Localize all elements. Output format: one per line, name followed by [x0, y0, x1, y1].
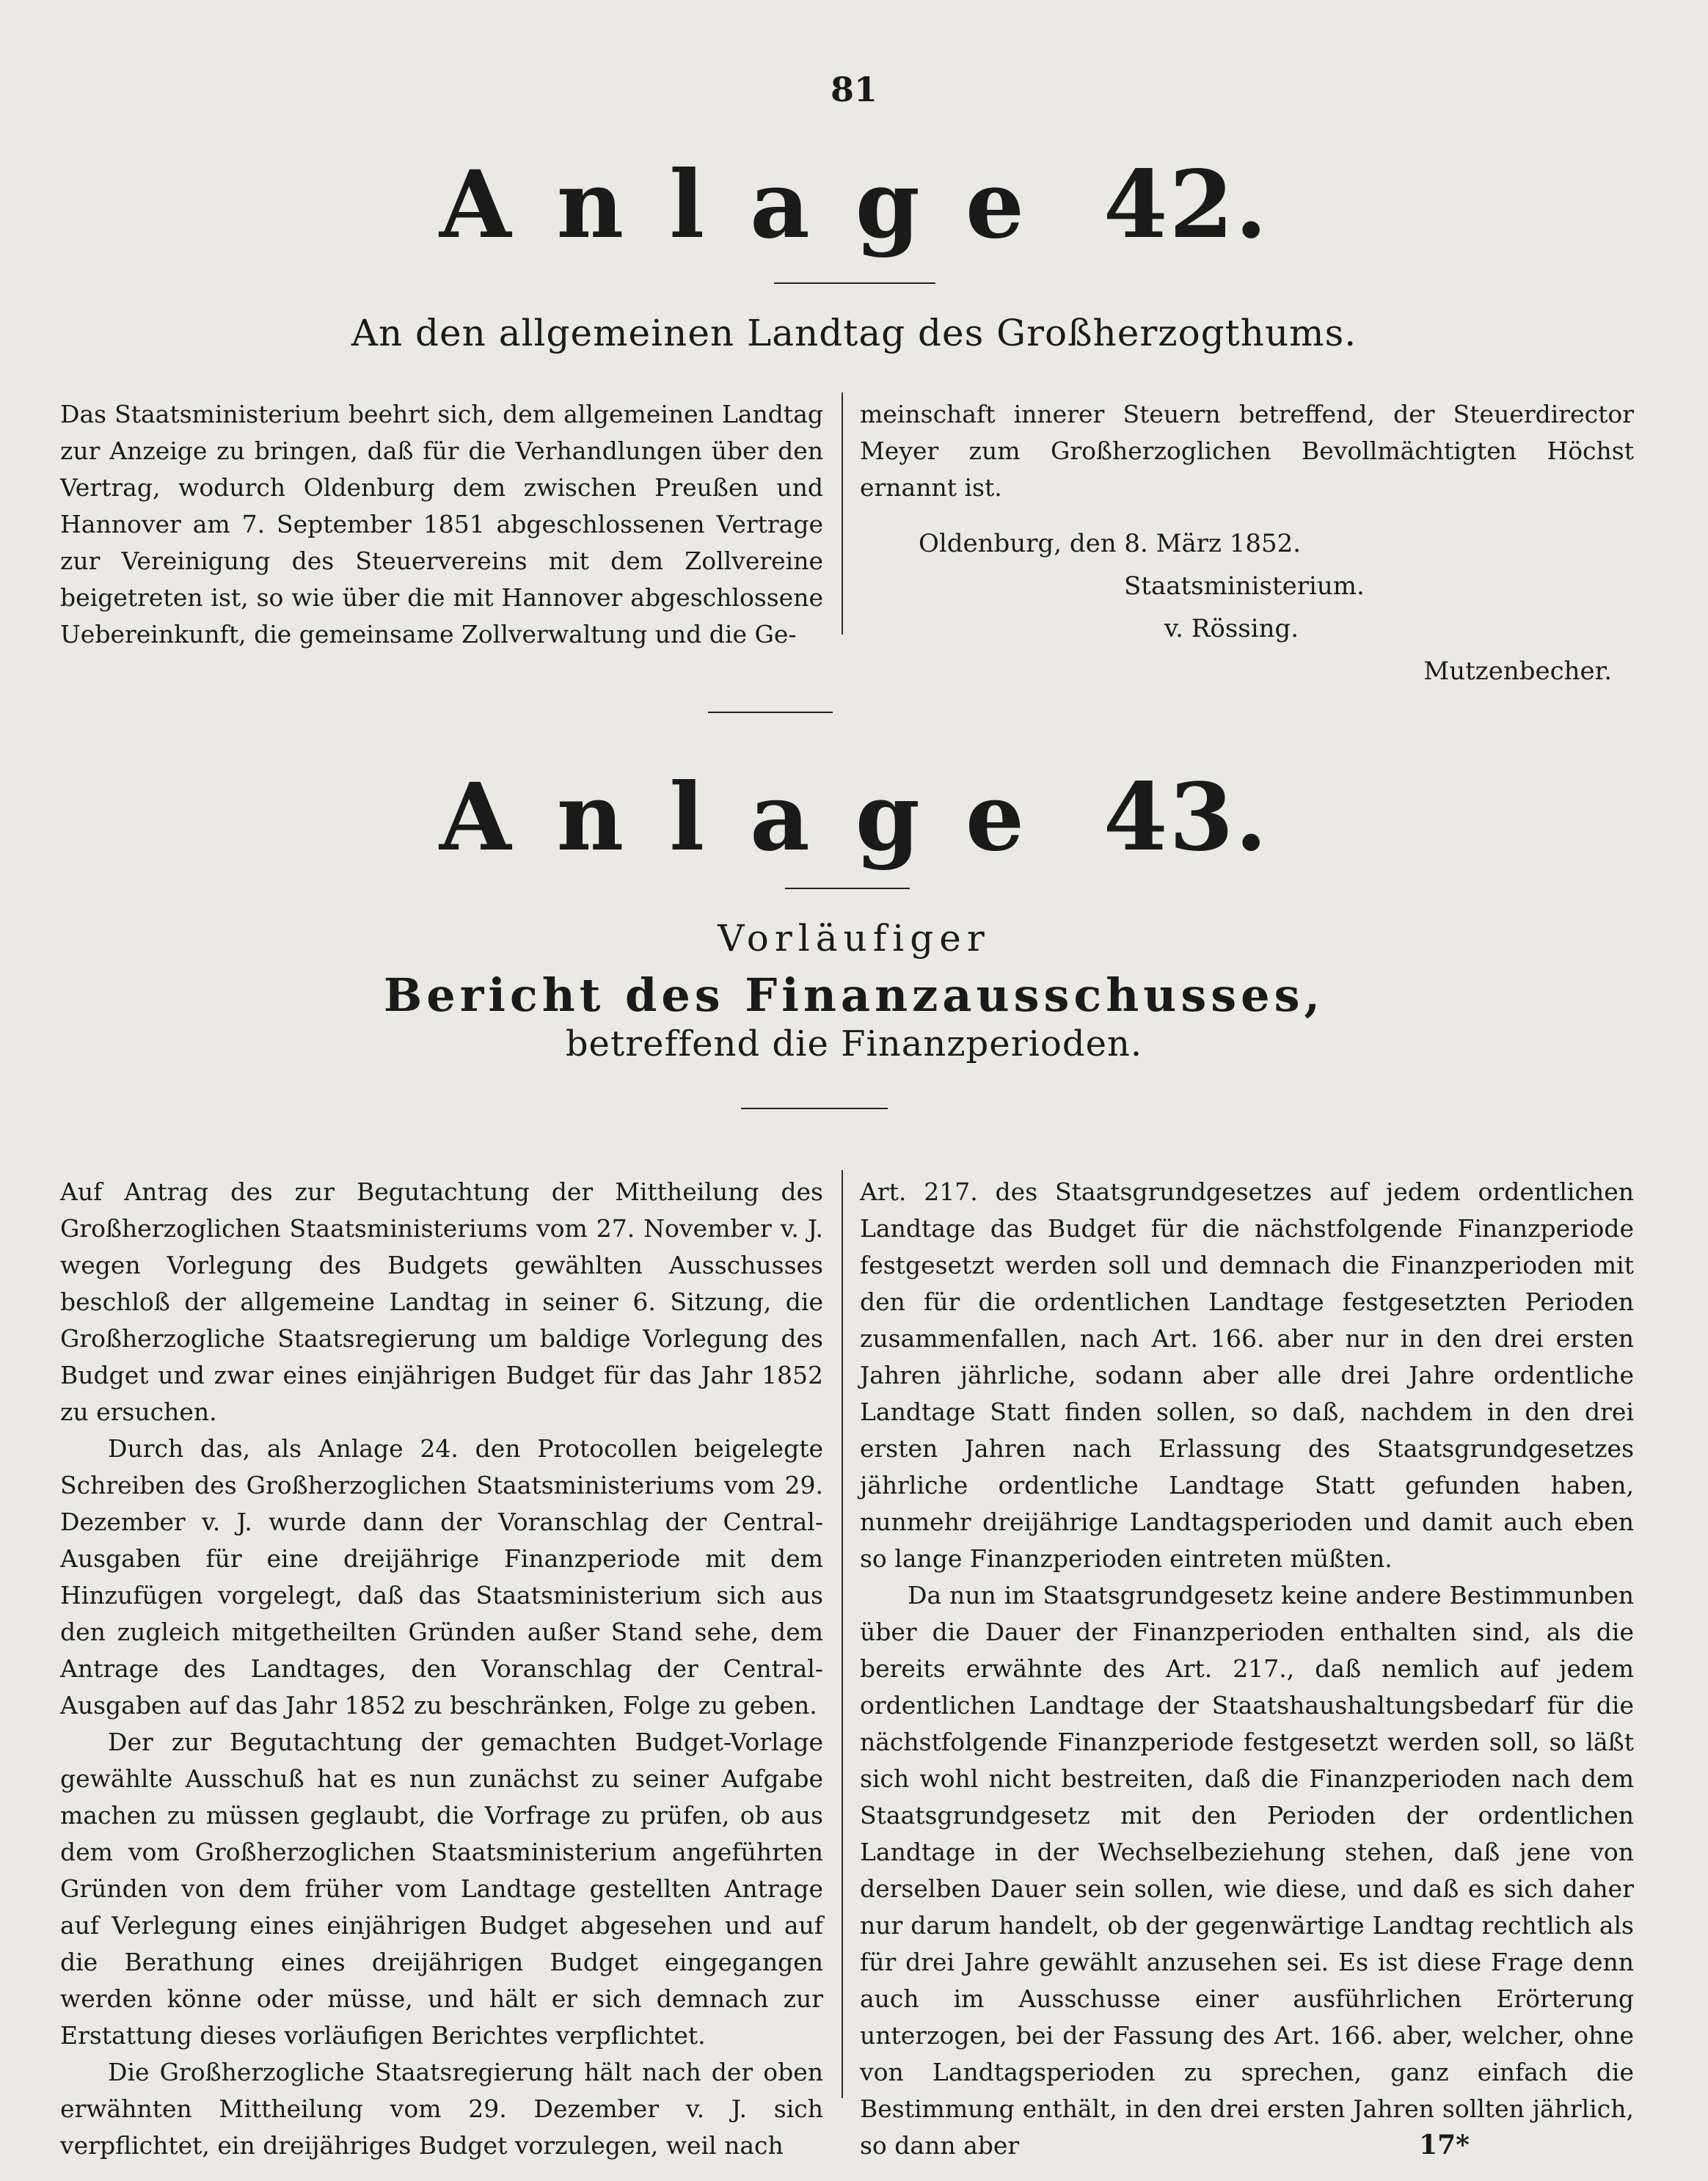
- anlage-43-left-paragraph: Durch das, als Anlage 24. den Protocollen beigelegte Schreiben des Großherzoglichen Staatsministeriums vom 29. Dezember v. J. wurde dann der Voranschlag der Central-Ausgaben für eine dreijährige Finanzperiode mit dem Hinzufügen vorgelegt, daß das Staatsministerium sich aus den zugleich mitgetheilten Gründen außer Stand sehe, dem Antrage des Landtages, den Voranschlag der Central-Ausgaben auf das Jahr 1852 zu beschränken, Folge zu geben.: [60, 1434, 823, 1720]
- anlage-42-left-column: [60, 396, 823, 653]
- anlage-43-subtitle-rule: [741, 1108, 888, 1109]
- anlage-42-authority: Staatsministerium.: [1124, 571, 1365, 601]
- anlage-42-place-date: Oldenburg, den 8. März 1852.: [919, 529, 1302, 558]
- anlage-42-rule: [774, 282, 935, 284]
- anlage-43-subtitle-2: Bericht des Finanzausschusses,: [383, 968, 1325, 1022]
- anlage-43-number: 43.: [1103, 763, 1269, 872]
- anlage-43-rule: [785, 888, 910, 889]
- anlage-43-left-paragraph: Die Großherzogliche Staatsregierung hält nach der oben erwähnten Mittheilung vom 29. Dezember v. J. sich verpflichtet, ein dreijähriges Budget vorzulegen, weil nach: [60, 2058, 823, 2160]
- page-number: 81: [830, 70, 877, 109]
- anlage-43-left-column: [60, 1174, 823, 2164]
- anlage-43-column-divider: [842, 1170, 843, 2098]
- anlage-43-heading: [0, 763, 1708, 872]
- anlage-42-countersign: Mutzenbecher.: [1423, 657, 1612, 686]
- anlage-42-column-divider: [842, 392, 843, 635]
- anlage-43-title: Anlage: [439, 763, 1070, 872]
- anlage-42-addressee: An den allgemeinen Landtag des Großherzogthums.: [351, 312, 1357, 354]
- anlage-42-heading: [0, 150, 1708, 259]
- anlage-43-right-column: [860, 1174, 1634, 2164]
- anlage-43-subtitle-3: betreffend die Finanzperioden.: [565, 1023, 1143, 1064]
- anlage-42-signatory: v. Rössing.: [1164, 614, 1299, 643]
- footer-signature-mark: 17*: [1419, 2130, 1470, 2160]
- anlage-43-right-paragraph: Art. 217. des Staatsgrundgesetzes auf jedem ordentlichen Landtage das Budget für die nächstfolgende Finanzperiode festgesetzt werden soll und demnach die Finanzperioden mit den für die ordentlichen Landtage festgesetzten Perioden zusammenfallen, nach Art. 166. aber nur in den drei ersten Jahren jährliche, sodann aber alle drei Jahre ordentliche Landtage Statt finden sollen, so daß, nachdem in den drei ersten Jahren nach Erlassung des Staatsgrundgesetzes jährliche ordentliche Landtage Statt gefunden haben, nunmehr dreijährige Landtagsperioden und damit auch eben so lange Finanzperioden eintreten müßten.: [860, 1177, 1634, 1573]
- anlage-42-number: 42.: [1103, 150, 1269, 259]
- anlage-42-title: Anlage: [439, 150, 1070, 259]
- anlage-43-left-paragraph: Der zur Begutachtung der gemachten Budget-Vorlage gewählte Ausschuß hat es nun zunächst zu seiner Aufgabe machen zu müssen geglaubt, die Vorfrage zu prüfen, ob aus dem vom Großherzoglichen Staatsministerium angeführten Gründen von dem früher vom Landtage gestellten Antrage auf Verlegung eines einjährigen Budget abgesehen und auf die Berathung eines dreijährigen Budget eingegangen werden könne oder müsse, und hält er sich demnach zur Erstattung dieses vorläufigen Berichtes verpflichtet.: [60, 1728, 823, 2050]
- anlage-43-subtitle-1: Vorläufiger: [718, 917, 990, 960]
- anlage-42-text-left: Das Staatsministerium beehrt sich, dem allgemeinen Landtag zur Anzeige zu bringen, daß für die Verhandlungen über den Vertrag, wodurch Oldenburg dem zwischen Preußen und Hannover am 7. September 1851 abgeschlossenen Vertrage zur Vereinigung des Steuervereins mit dem Zollvereine beigetreten ist, so wie über die mit Hannover abgeschlossene Uebereinkunft, die gemeinsame Zollverwaltung und die Ge-: [60, 400, 823, 649]
- section-separator-rule: [708, 712, 833, 713]
- anlage-43-left-paragraph: Auf Antrag des zur Begutachtung der Mittheilung des Großherzoglichen Staatsministeriums vom 27. November v. J. wegen Vorlegung des Budgets gewählten Ausschusses beschloß der allgemeine Landtag in seiner 6. Sitzung, die Großherzogliche Staatsregierung um baldige Vorlegung des Budget und zwar eines einjährigen Budget für das Jahr 1852 zu ersuchen.: [60, 1177, 823, 1426]
- anlage-42-right-column: [860, 396, 1634, 693]
- anlage-43-right-paragraph: Da nun im Staatsgrundgesetz keine andere Bestimmunben über die Dauer der Finanzperioden enthalten sind, als die bereits erwähnte des Art. 217., daß nemlich auf jedem ordentlichen Landtage der Staatshaushaltungsbedarf für die nächstfolgende Finanzperiode festgesetzt werden soll, so läßt sich wohl nicht bestreiten, daß die Finanzperioden nach dem Staatsgrundgesetz mit den Perioden der ordentlichen Landtage in der Wechselbeziehung stehen, daß jene von derselben Dauer sein sollen, wie diese, und daß es sich daher nur darum handelt, ob der gegenwärtige Landtag rechtlich als für drei Jahre gewählt anzusehen sei. Es ist diese Frage denn auch im Ausschusse einer ausführlichen Erörterung unterzogen, bei der Fassung des Art. 166. aber, welcher, ohne von Landtagsperioden zu sprechen, ganz einfach die Bestimmung enthält, in den drei ersten Jahren sollten jährlich, so dann aber: [860, 1581, 1634, 2160]
- anlage-42-text-right: meinschaft innerer Steuern betreffend, der Steuerdirector Meyer zum Großherzoglichen Bevollmächtigten Höchst ernannt ist.: [860, 400, 1634, 502]
